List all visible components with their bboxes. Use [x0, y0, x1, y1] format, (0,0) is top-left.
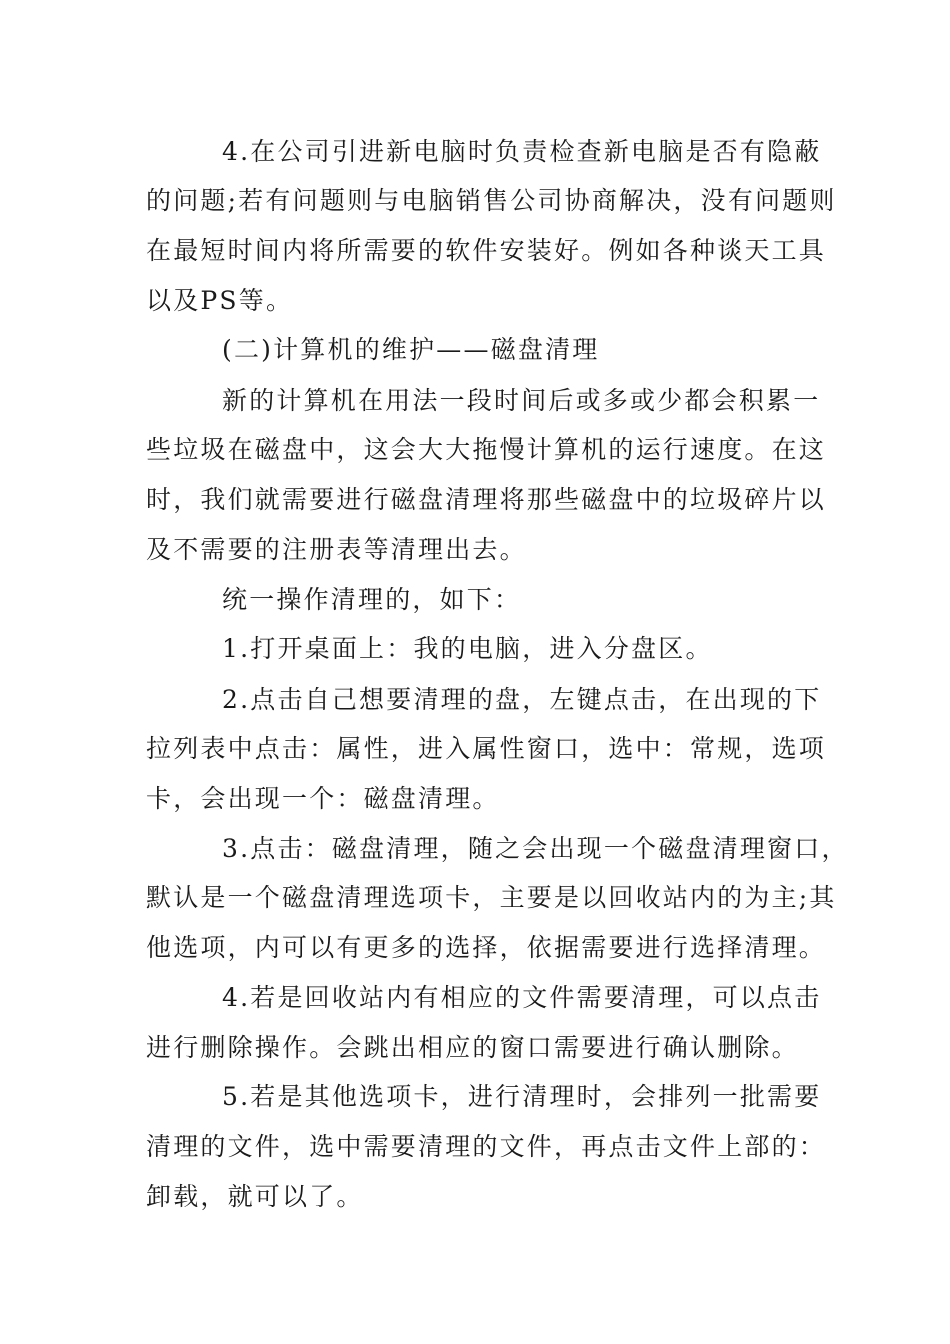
list-item: 1.打开桌面上：我的电脑，进入分盘区。 [222, 634, 713, 663]
text-line: 他选项，内可以有更多的选择，依据需要进行选择清理。 [146, 933, 827, 962]
text-line: 及不需要的注册表等清理出去。 [146, 535, 527, 564]
text-line: 默认是一个磁盘清理选项卡，主要是以回收站内的为主;其 [146, 883, 837, 912]
text-line: 新的计算机在用法一段时间后或多或少都会积累一 [222, 386, 821, 415]
list-item: 3.点击：磁盘清理，随之会出现一个磁盘清理窗口， [222, 834, 849, 863]
text-line: 4.在公司引进新电脑时负责检查新电脑是否有隐蔽 [222, 137, 822, 166]
list-item: 5.若是其他选项卡，进行清理时，会排列一批需要 [222, 1082, 822, 1111]
text-line: 卡，会出现一个：磁盘清理。 [146, 784, 500, 813]
section-heading: (二)计算机的维护——磁盘清理 [222, 335, 600, 364]
list-item: 4.若是回收站内有相应的文件需要清理，可以点击 [222, 983, 822, 1012]
text-line: 清理的文件，选中需要清理的文件，再点击文件上部的： [146, 1132, 827, 1161]
text-line: 拉列表中点击：属性，进入属性窗口，选中：常规，选项 [146, 734, 827, 763]
text-line: 以及PS等。 [146, 286, 294, 315]
text-line: 的问题;若有问题则与电脑销售公司协商解决，没有问题则 [146, 186, 837, 215]
text-line: 统一操作清理的，如下： [222, 585, 522, 614]
text-line: 卸载，就可以了。 [146, 1182, 364, 1211]
text-line: 时，我们就需要进行磁盘清理将那些磁盘中的垃圾碎片以 [146, 485, 827, 514]
text-line: 些垃圾在磁盘中，这会大大拖慢计算机的运行速度。在这 [146, 435, 827, 464]
text-line: 进行删除操作。会跳出相应的窗口需要进行确认删除。 [146, 1033, 799, 1062]
text-line: 在最短时间内将所需要的软件安装好。例如各种谈天工具 [146, 236, 827, 265]
list-item: 2.点击自己想要清理的盘，左键点击，在出现的下 [222, 685, 822, 714]
